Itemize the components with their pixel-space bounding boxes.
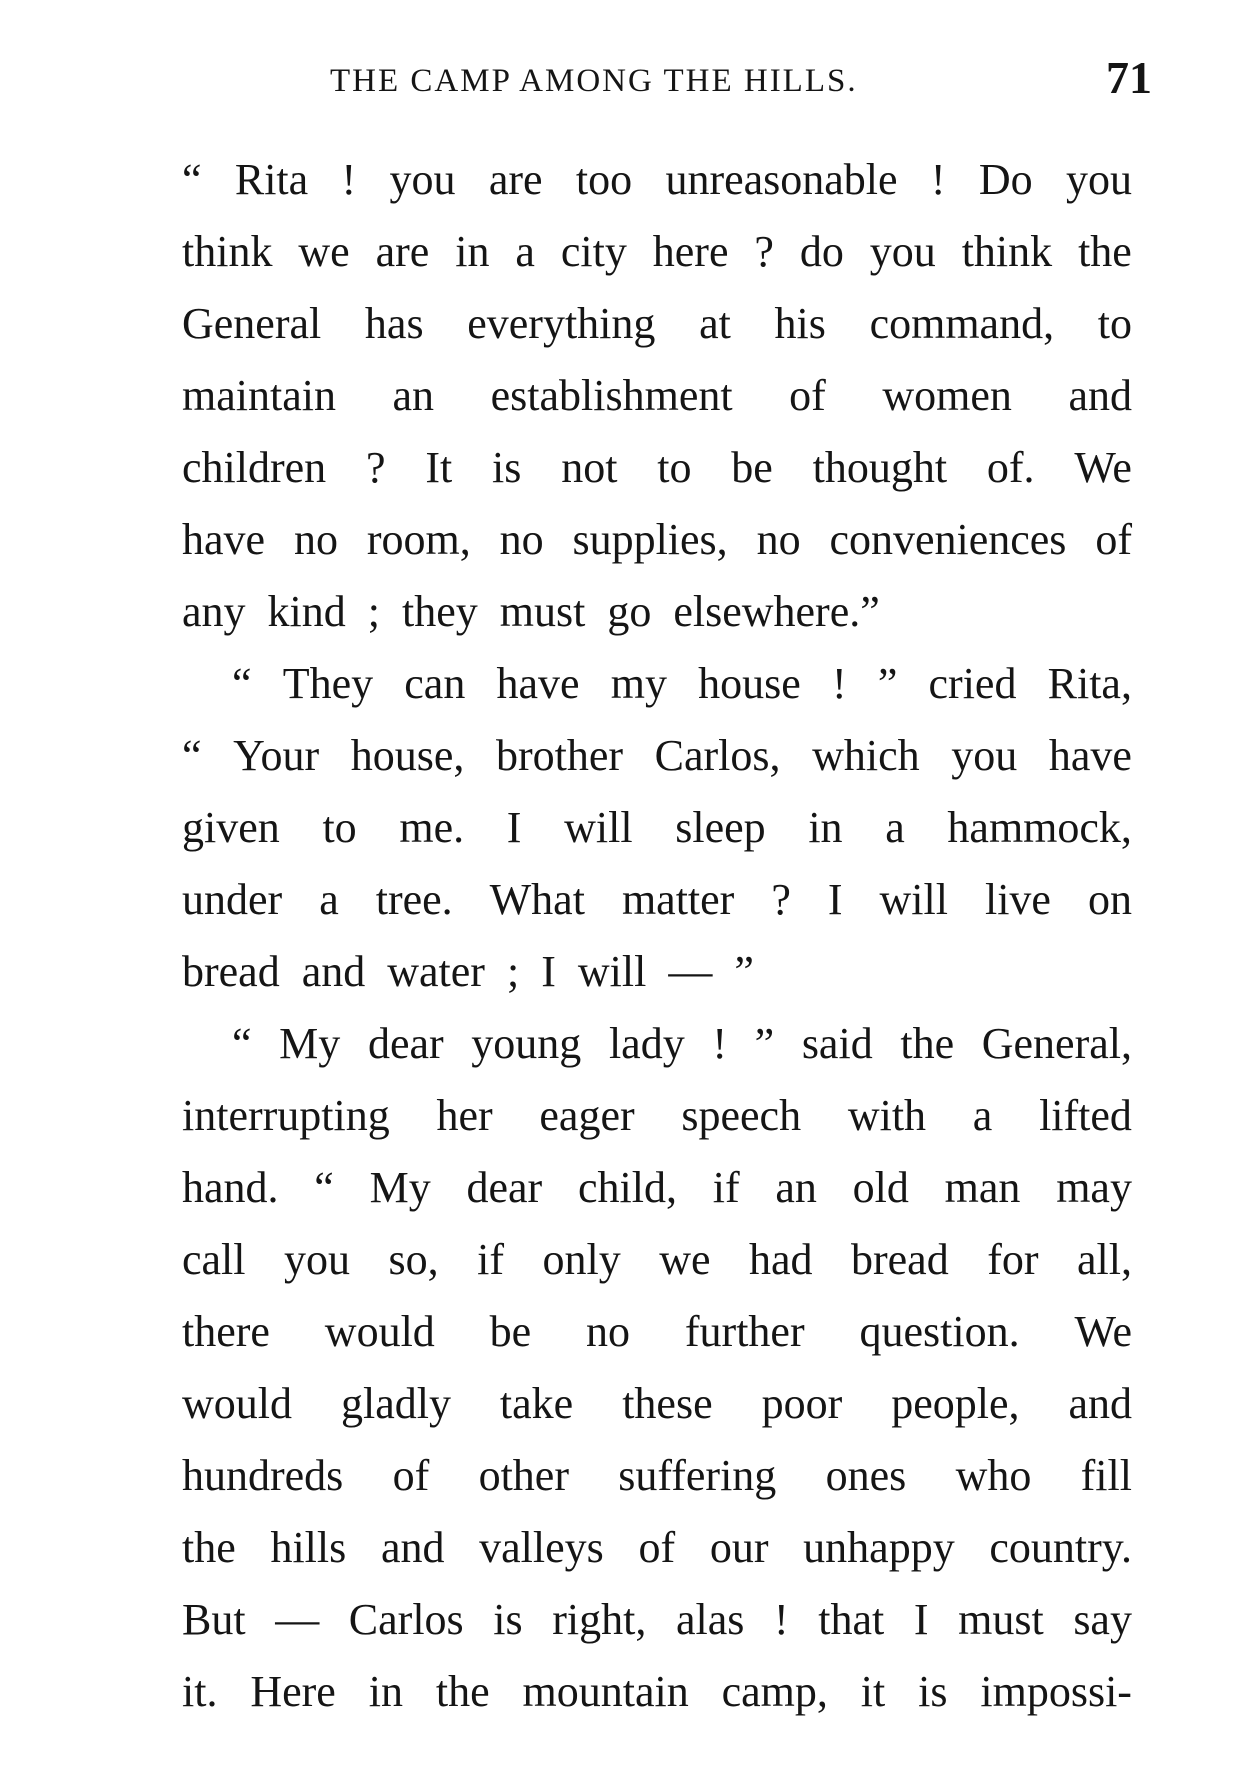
word: my [610,659,667,708]
word: that [818,1595,885,1644]
word: you [284,1235,350,1284]
word: would [324,1307,435,1356]
word: people, [891,1379,1020,1428]
word: ! [712,1019,727,1068]
word: unhappy [803,1523,955,1572]
word: here [652,227,729,276]
word: ” [754,1019,775,1068]
text-line [182,648,1132,720]
word: “ [232,1019,252,1068]
word: maintain [182,371,336,420]
text-line [182,144,1132,216]
text-line [182,1296,1132,1368]
word: go [607,587,652,636]
word: it [860,1667,886,1716]
text-line [182,216,1132,288]
word: ! [831,659,847,708]
word: ! [341,155,357,204]
text-line [182,1152,1132,1224]
word: her [436,1091,493,1140]
word: of [638,1523,676,1572]
word: the [900,1019,955,1068]
word: Carlos, [654,731,781,780]
word: at [699,299,731,348]
word: My [279,1019,341,1068]
word: other [478,1451,569,1500]
word: fill [1080,1451,1132,1500]
word: interrupting [182,1091,390,1140]
word: “ [232,659,252,708]
word: and [1068,371,1132,420]
word: dear [466,1163,543,1212]
word: had [748,1235,813,1284]
word: is [493,1595,523,1644]
word: tree. [375,875,453,924]
word: there [182,1307,270,1356]
word: think [961,227,1053,276]
word: ones [825,1451,907,1500]
word: establishment [490,371,733,420]
word: a [972,1091,993,1140]
word: Rita [234,155,309,204]
word: General, [981,1019,1132,1068]
text-line [182,1368,1132,1440]
word: hills [270,1523,347,1572]
word: for [987,1235,1039,1284]
word: we [659,1235,711,1284]
word: Carlos [348,1595,464,1644]
word: are [375,227,430,276]
word: impossi- [980,1667,1132,1716]
text-line [182,360,1132,432]
word: of. [986,443,1035,492]
word: ” [734,947,754,996]
word: young [471,1019,582,1068]
word: will [577,947,647,996]
word: ! [774,1595,789,1644]
word: all, [1077,1235,1132,1284]
word: matter [621,875,735,924]
word: dear [367,1019,444,1068]
word: camp, [721,1667,828,1716]
word: house, [350,731,465,780]
word: house [698,659,801,708]
word: But [182,1595,246,1644]
word: women [882,371,1012,420]
word: Your [233,731,320,780]
word: “ [182,731,202,780]
word: you [869,227,936,276]
word: question. [859,1307,1020,1356]
word: General [182,299,322,348]
word: under [182,875,283,924]
word: given [182,803,280,852]
word: ; [506,947,520,996]
word: a [515,227,535,276]
word: further [684,1307,805,1356]
word: think [182,227,273,276]
word: ? [754,227,774,276]
word: bread [182,947,280,996]
word: in [368,1667,403,1716]
word: only [542,1235,621,1284]
page-number: 71 [1106,52,1152,103]
word: and [301,947,366,996]
word: Here [250,1667,336,1716]
word: of [789,371,826,420]
word: may [1056,1163,1132,1212]
word: a [885,803,905,852]
word: have [1048,731,1132,780]
word: have [496,659,580,708]
word: gladly [340,1379,451,1428]
word: so, [388,1235,439,1284]
word: too [575,155,633,204]
word: child, [577,1163,677,1212]
word: do [799,227,844,276]
text-line [182,576,1132,648]
text-line [182,1656,1132,1728]
word: are [488,155,543,204]
text-line [182,432,1132,504]
word: “ [182,155,202,204]
word: thought [812,443,948,492]
text-line [182,1512,1132,1584]
word: lifted [1039,1091,1132,1140]
word: ? [365,443,386,492]
word: We [1074,443,1132,492]
text-line [182,1224,1132,1296]
text-line [182,792,1132,864]
word: right, [552,1595,647,1644]
word: will [879,875,948,924]
word: “ [314,1163,334,1212]
word: no [499,515,544,564]
word: must [958,1595,1044,1644]
word: ! [930,155,946,204]
word: man [944,1163,1021,1212]
word: must [499,587,586,636]
word: We [1074,1307,1132,1356]
word: My [369,1163,431,1212]
word: is [492,443,522,492]
word: I [913,1595,929,1644]
word: lady [608,1019,685,1068]
word: elsewhere.” [673,587,880,636]
word: old [852,1163,909,1212]
word: say [1073,1595,1132,1644]
word: of [392,1451,430,1500]
word: will [564,803,633,852]
word: we [298,227,350,276]
word: no [293,515,338,564]
word: be [731,443,773,492]
word: if [477,1235,504,1284]
word: suffering [618,1451,777,1500]
word: his [774,299,826,348]
word: ” [877,659,898,708]
running-title: THE CAMP AMONG THE HILLS. [330,63,858,99]
word: an [775,1163,817,1212]
text-line [182,1584,1132,1656]
word: which [812,731,920,780]
word: cried [928,659,1017,708]
word: me. [399,803,465,852]
word: the [1078,227,1132,276]
word: you [389,155,456,204]
word: with [847,1091,927,1140]
word: command, [869,299,1055,348]
word: an [392,371,435,420]
word: and [1068,1379,1132,1428]
text-line [182,504,1132,576]
word: I [827,875,843,924]
word: call [182,1235,246,1284]
word: What [489,875,585,924]
word: to [1097,299,1132,348]
word: water [387,947,485,996]
word: and [380,1523,445,1572]
word: country. [989,1523,1132,1572]
word: any [182,587,246,636]
word: can [404,659,466,708]
text-line [182,720,1132,792]
word: our [709,1523,769,1572]
text-line [182,1080,1132,1152]
word: they [402,587,478,636]
text-line [182,288,1132,360]
word: have [182,515,266,564]
word: mountain [522,1667,689,1716]
text-line [182,1440,1132,1512]
word: take [499,1379,574,1428]
word: to [322,803,357,852]
page-body-text [182,144,1132,1728]
word: ; [367,587,380,636]
word: has [364,299,424,348]
word: if [712,1163,740,1212]
word: be [489,1307,532,1356]
word: you [1065,155,1132,204]
word: sleep [675,803,766,852]
word: eager [539,1091,635,1140]
word: a [319,875,339,924]
word: it. [182,1667,218,1716]
word: in [455,227,490,276]
word: unreasonable [665,155,898,204]
word: poor [761,1379,843,1428]
word: I [506,803,522,852]
word: the [182,1523,236,1572]
word: kind [267,587,346,636]
word: city [560,227,627,276]
word: — [668,947,713,996]
word: of [1095,515,1132,564]
word: said [801,1019,873,1068]
text-line [182,936,1132,1008]
word: brother [496,731,624,780]
word: to [657,443,692,492]
word: in [808,803,843,852]
word: bread [851,1235,949,1284]
word: live [984,875,1051,924]
word: room, [366,515,471,564]
word: Rita, [1047,659,1132,708]
word: — [275,1595,320,1644]
word: It [425,443,453,492]
word: hammock, [947,803,1132,852]
word: these [622,1379,713,1428]
word: would [182,1379,292,1428]
word: conveniences [829,515,1067,564]
word: you [951,731,1018,780]
word: hand. [182,1163,279,1212]
text-line [182,864,1132,936]
word: They [282,659,374,708]
word: who [955,1451,1032,1500]
word: supplies, [572,515,728,564]
word: valleys [479,1523,604,1572]
word: ? [771,875,791,924]
word: speech [681,1091,802,1140]
word: children [182,443,327,492]
text-line [182,1008,1132,1080]
word: no [586,1307,631,1356]
word: everything [467,299,656,348]
word: not [561,443,618,492]
word: alas [675,1595,745,1644]
word: is [918,1667,948,1716]
word: Do [978,155,1033,204]
word: the [435,1667,490,1716]
word: I [541,947,556,996]
word: hundreds [182,1451,344,1500]
word: on [1087,875,1132,924]
word: no [756,515,801,564]
